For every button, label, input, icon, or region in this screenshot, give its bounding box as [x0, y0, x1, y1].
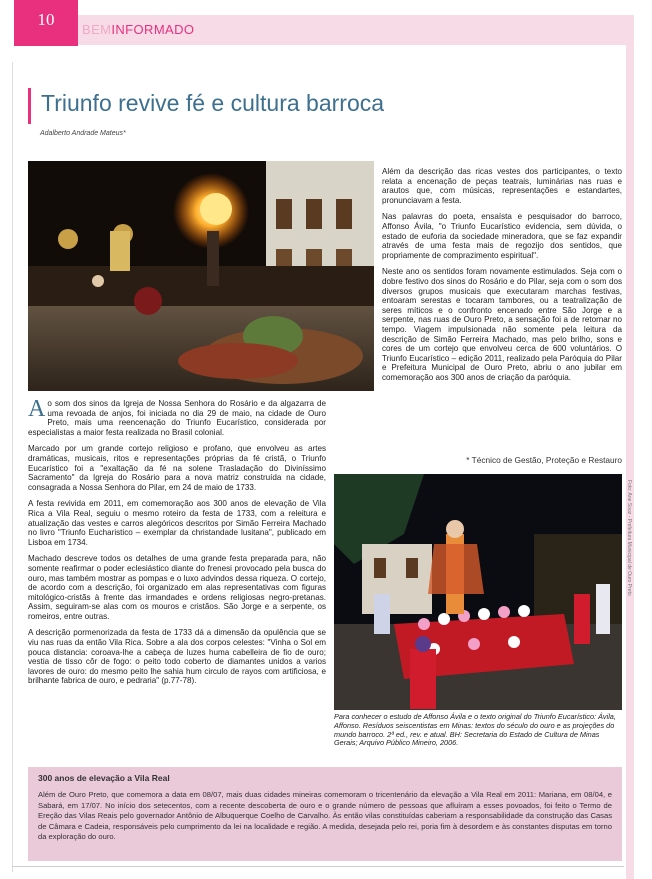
procession-float-photo [334, 474, 622, 710]
sidebar-box-title: 300 anos de elevação a Vila Real [38, 773, 170, 783]
festival-photo-fire [28, 161, 374, 391]
paragraph: Além da descrição das ricas vestes dos participantes, o texto relata a encenação de peças teatrais, luminárias nas ruas e arautos que, com músicas, representações e estandartes, pronunciavam a festa. [382, 167, 622, 205]
paragraph [28, 396, 326, 437]
paragraph: Nas palavras do poeta, ensaísta e pesquisador do barroco, Affonso Ávila, "o Triunfo Eucarístico evidencia, sem dúvida, o estado de euforia da sociedade mineradora, que se faz expandir através de uma festa mais de regozijo dos sentidos, que propriamente de comprazimento espiritual". [382, 212, 622, 260]
section-brand [82, 22, 194, 37]
brand-part-2: INFORMADO [111, 22, 195, 37]
procession-float-photo-illustration [334, 474, 622, 710]
left-column-text [28, 396, 326, 693]
photo-credit: Foto: Ane Souz - Prefeitura Municipal de Ouro Preto [626, 480, 632, 596]
author-footnote: * Técnico de Gestão, Proteção e Restauro [466, 455, 622, 465]
article-title: Triunfo revive fé e cultura barroca [41, 90, 385, 116]
drop-cap: A [28, 396, 46, 422]
paragraph: Marcado por um grande cortejo religioso e profano, que envolveu as artes dramáticas, musicais, ritos e representações próprias da fé cristã, o Triunfo Eucarístico foi a "exaltação da fé na solene Trasladação do Diviníssimo Sacramento" da Igreja do Rosário para a nova matriz construída na cidade, consagrada a Nossa Senhora do Pilar, em 24 de maio de 1733. [28, 444, 326, 492]
side-strip [626, 45, 634, 879]
article-author: Adalberto Andrade Mateus* [40, 130, 126, 137]
sidebar-box-text: Além de Ouro Preto, que comemora a data em 08/07, mais duas cidades mineiras comemoram o tricentenário da elevação a Vila Real em 2011: Mariana, em 08/04, e Sabará, em 17/07. No início dos setecentos, com a recente descoberta de ouro e o grande número de pessoas que afluíram a esses povoados, foi feito o Termo de Ereção das Vilas Reais pelo governador Antônio de Albuquerque Coelho de Carvalho. Às então vilas constituídas caberiam a responsabilidade da construção das Casas de Câmara e Cadeia, responsáveis pelo cumprimento da lei na localidade e região. A medida, desejada pelo rei, poria fim à desordem e às constantes disputas em torno da exploração do ouro. [38, 790, 612, 842]
title-block [28, 88, 623, 124]
photo-caption: Para conhecer o estudo de Affonso Ávila e o texto original do Triunfo Eucarístico: Ávila, Affonso. Resíduos seiscentistas em Minas: textos do século do ouro e as projeções do mundo barroco. 2ª ed., rev. e atual. BH: Secretaria do Estado de Cultura de Minas Gerais; Arquivo Público Mineiro, 2006. [334, 712, 616, 748]
festival-photo-fire-illustration [28, 161, 374, 391]
paragraph: A festa revivida em 2011, em comemoração aos 300 anos de elevação de Vila Rica a Vila Real, seguiu o mesmo roteiro da festa de 1733, com a releitura e atualização das vestes e carros alegóricos descritos por Simão Ferreira Machado no livro "Triunfo Eucharistico – exemplar da christandade lusitana", publicado em Lisboa em 1734. [28, 499, 326, 547]
paragraph: A descrição pormenorizada da festa de 1733 dá a dimensão da opulência que se viu nas ruas da então Vila Rica. Sobre a ala dos corpos celestes: "Vinha o Sol em pouca distancia: coroava-lhe a cabeça de luzes huma cabelleira de fio de ouro; vestia de tisso côr de fogo: o peito todo coberto de diamantes unidos a varios lavores de ouro: do mesmo peito lhe sahia hum circulo de rayos com artificiosa, e brilhante fabrica de ouro, e pedraria" (p.77-78). [28, 628, 326, 686]
paragraph-text: o som dos sinos da Igreja de Nossa Senhora do Rosário e da algazarra de uma revoada de anjos, foi iniciada no dia 29 de maio, na cidade de Ouro Preto, mais uma reencenação do Triunfo Eucarístico, considerada por especialistas a maior festa realizada no Brasil colonial. [28, 399, 326, 437]
left-rule [12, 62, 13, 872]
bottom-rule [12, 866, 624, 867]
paragraph: Machado descreve todos os detalhes de uma grande festa preparada para, não somente reafirmar o poder eclesiástico diante do frenesi provocado pela busca do ouro, mas também mostrar as pompas e o luxo advindos dessa riqueza. O cortejo, de acordo com a descrição, foi organizado em alas representativas com figuras mitológico-cristãs à frente das irmandades e ordens religiosas negro-pretanas. Assim, seguiram-se alas com os mouros e cristãos. São Jorge e a serpente, os romeiros, entre outras. [28, 554, 326, 621]
sidebar-box [28, 767, 622, 861]
right-column-text [382, 167, 622, 389]
paragraph: Neste ano os sentidos foram novamente estimulados. Seja com o dobre festivo dos sinos do Rosário e do Pilar, seja com o som dos diversos grupos musicais que executaram marchas festivas, entoaram serestas e tocaram tambores, ou a teatralização de seres míticos e o confronto encenado entre São Jorge e a serpente, nas ruas de Ouro Preto, a sensação foi a de retornar no tempo. Viagem impulsionada não somente pela leitura da descrição de Simão Ferreira Machado, mas pelo brilho, sons e cores de um cortejo que envolveu cerca de 600 voluntários. O Triunfo Eucarístico – edição 2011, realizado pela Paróquia do Pilar e Prefeitura Municipal de Ouro Preto, abriu o ano jubilar em comemoração aos 300 anos de criação da paróquia. [382, 267, 622, 382]
brand-part-1: BEM [82, 22, 112, 37]
page-number: 10 [37, 10, 55, 29]
